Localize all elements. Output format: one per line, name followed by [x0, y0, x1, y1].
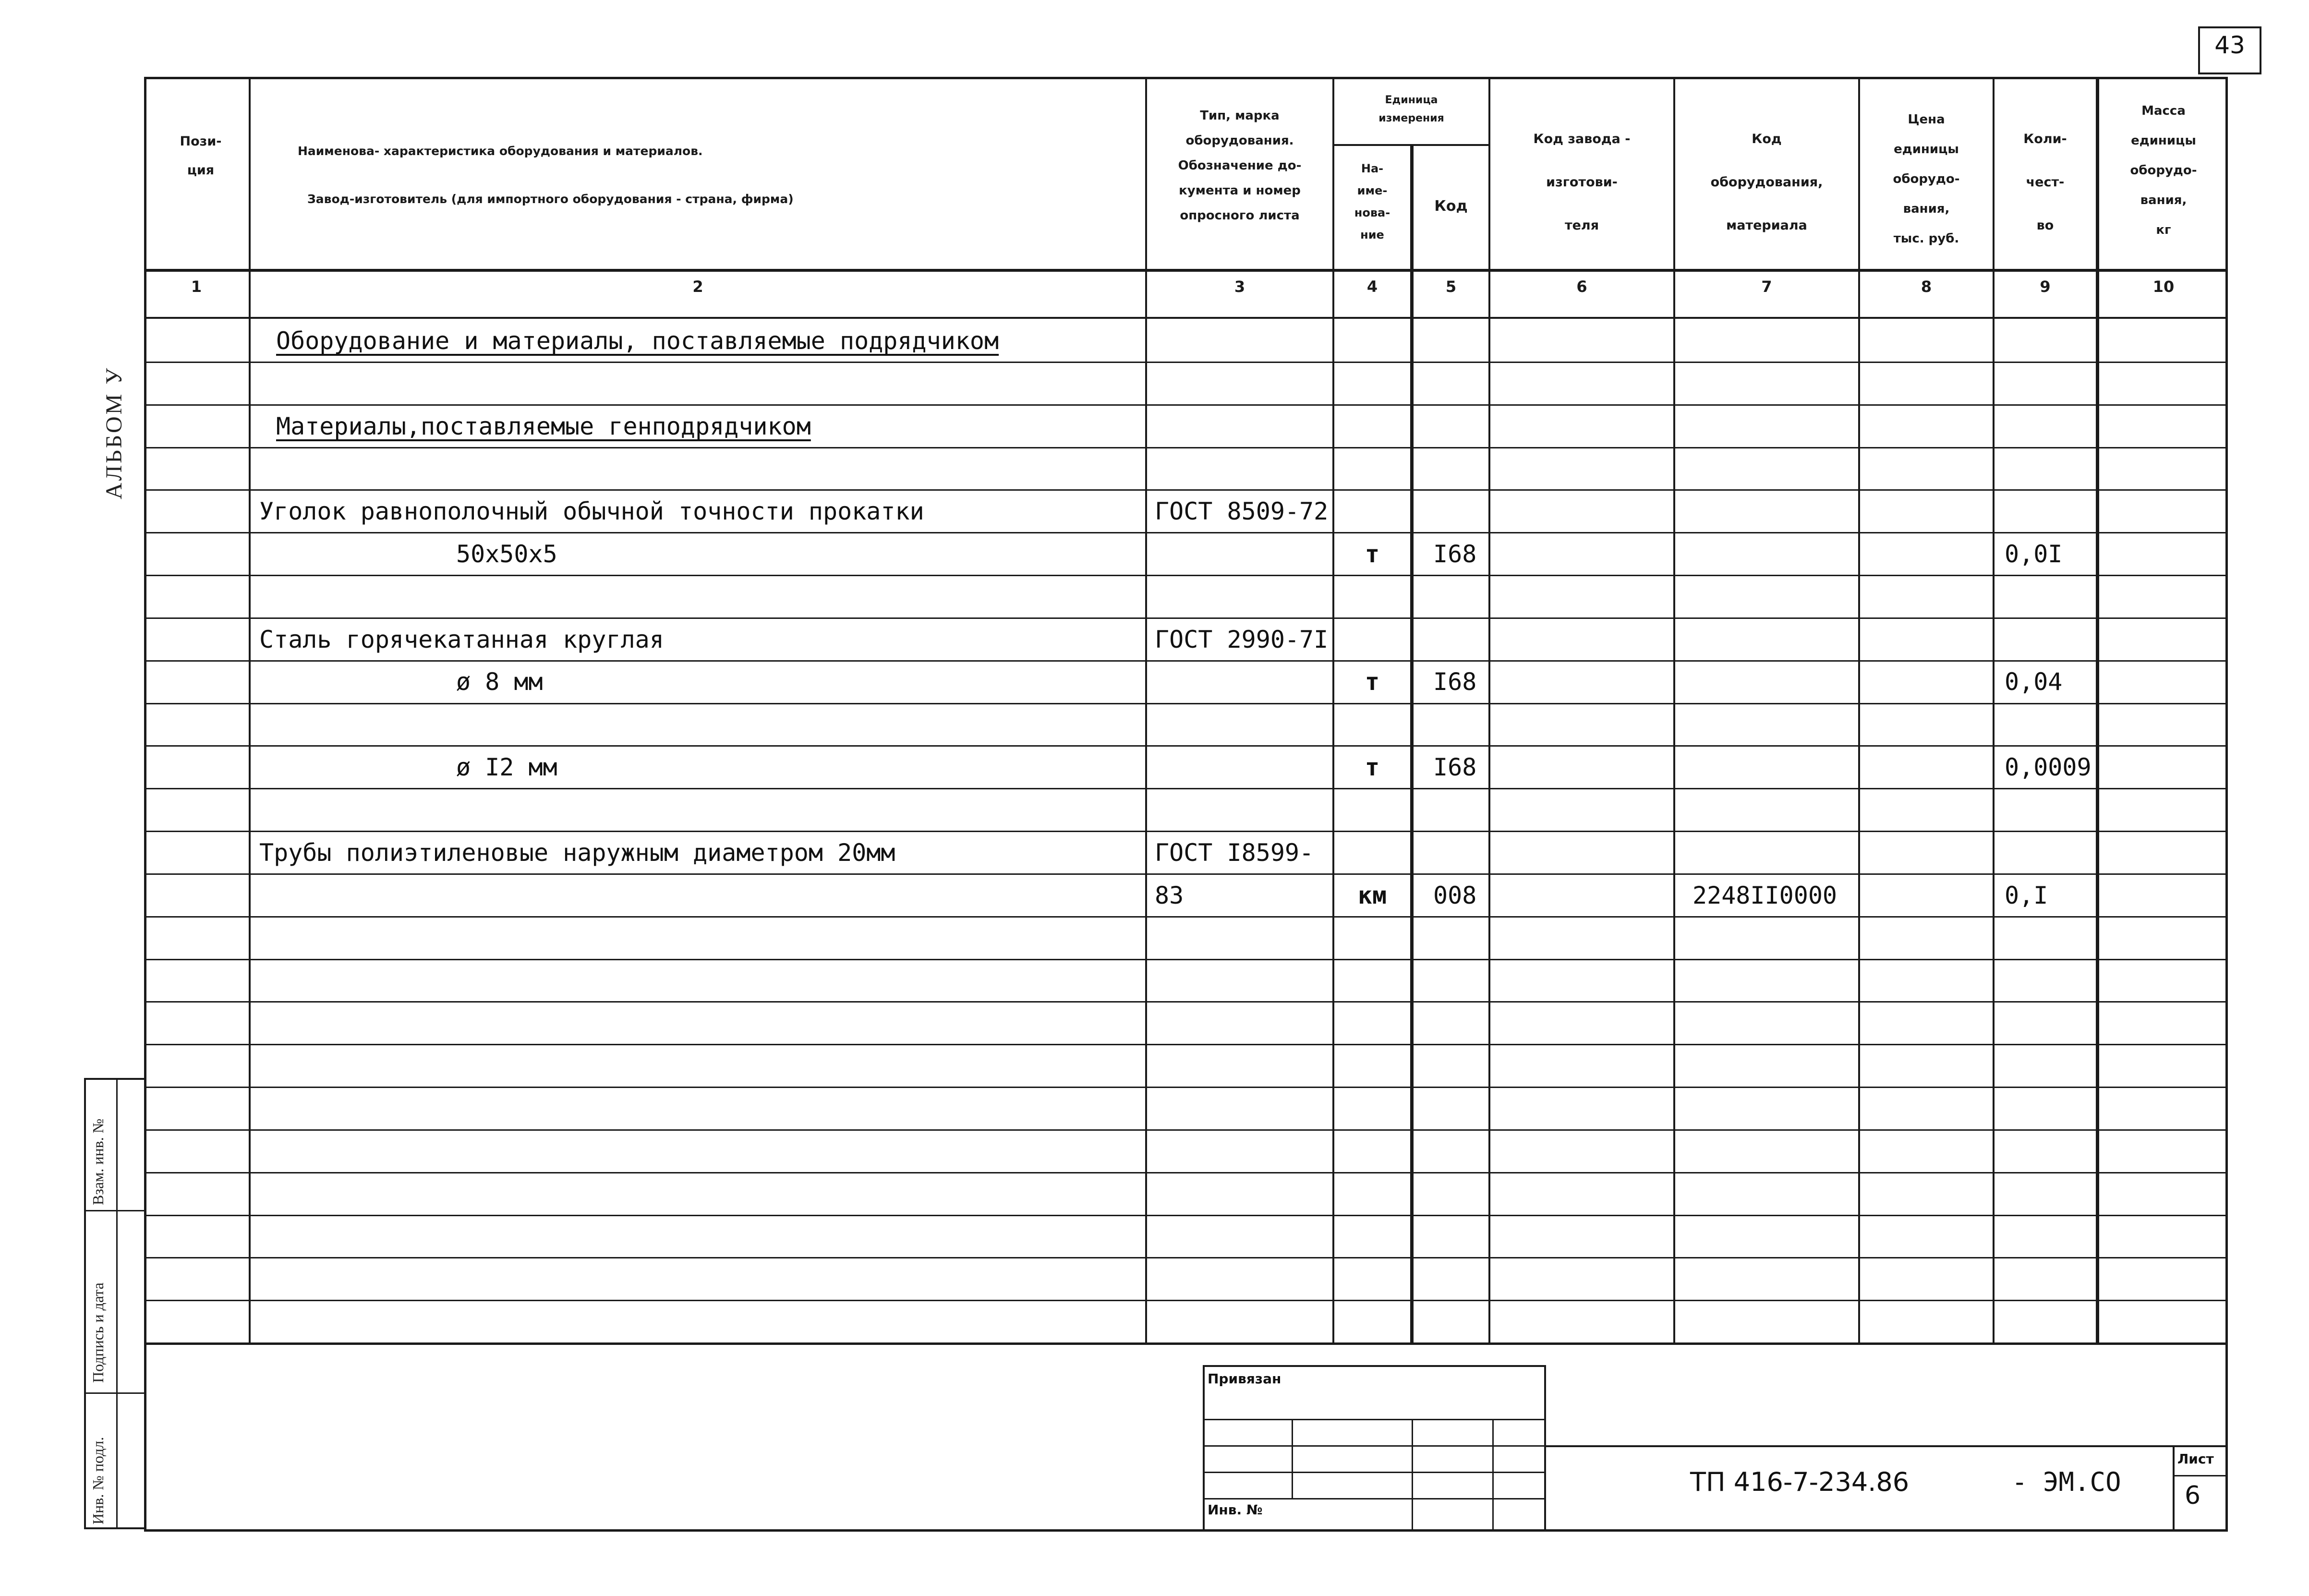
row-line [144, 532, 2228, 533]
col-line-5 [1488, 77, 1490, 1342]
cell-c2: Трубы полиэтиленовые наружным диаметром 20мм [259, 839, 895, 867]
row-line [144, 916, 2228, 918]
col-line-1 [249, 77, 251, 1342]
numbers-bottom [144, 317, 2228, 319]
cell-c2: ø 8 мм [456, 668, 543, 696]
num-5: 5 [1445, 278, 1457, 296]
row-line [144, 575, 2228, 576]
row-line [144, 404, 2228, 406]
cell-c4: т [1365, 753, 1380, 781]
num-10: 10 [2152, 278, 2175, 296]
inv-no-label: Инв. № [1208, 1502, 1263, 1518]
header-bottom [144, 269, 2228, 272]
col-line-9 [2096, 77, 2099, 1342]
num-8: 8 [1921, 278, 1932, 296]
row-line [144, 703, 2228, 704]
cell-c2: Уголок равнополочный обычной точности прокатки [259, 497, 924, 525]
col-line-7 [1858, 77, 1860, 1342]
col-line-8 [1993, 77, 1995, 1342]
tb-v3 [1492, 1419, 1494, 1532]
tb-h1 [1203, 1419, 1546, 1420]
row-line [144, 959, 2228, 960]
cell-c2: Материалы,поставляемые генподрядчиком [276, 412, 811, 440]
page-number: 43 [2214, 31, 2245, 59]
h-c7: Код оборудования, материала [1710, 132, 1823, 233]
cell-c5: I68 [1433, 668, 1477, 696]
cell-c3: 83 [1155, 882, 1184, 909]
tb-h3 [1203, 1472, 1546, 1473]
row-line [144, 1257, 2228, 1258]
row-line [144, 873, 2228, 875]
side-stamp-div-1 [84, 1210, 146, 1211]
sheet-box-div [2173, 1475, 2228, 1476]
sheet-label: Лист [2177, 1451, 2214, 1467]
cell-c2: Сталь горячекатанная круглая [259, 626, 664, 653]
h-c1: Пози- ция [180, 134, 222, 178]
cell-c2: 50х50х5 [456, 540, 557, 568]
tb-h4 [1203, 1498, 1546, 1499]
tb-v1 [1292, 1419, 1293, 1498]
h-c9: Коли- чест- во [2023, 132, 2067, 233]
col-line-6 [1673, 77, 1675, 1342]
cell-c5: I68 [1433, 540, 1477, 568]
row-line [144, 831, 2228, 832]
num-4: 4 [1366, 278, 1378, 296]
row-line [144, 745, 2228, 747]
doc-code: ТП 416-7-234.86 [1690, 1467, 1910, 1497]
tb-v2 [1412, 1419, 1413, 1532]
h-c5: Код [1434, 198, 1468, 215]
row-line [144, 1300, 2228, 1301]
cell-c3: ГОСТ 2990-7I [1155, 626, 1329, 653]
cell-c5: I68 [1433, 753, 1477, 781]
cell-c2: Оборудование и материалы, поставляемые подрядчиком [276, 327, 999, 355]
h-c2: Наименова- характеристика оборудования и материалов. Завод-изготовитель (для импортного оборудования - страна, фирма) [298, 144, 794, 206]
row-line [144, 1044, 2228, 1045]
row-line [144, 660, 2228, 662]
h-c8: Цена единицы оборудо- вания, тыс. руб. [1893, 112, 1960, 246]
side-vzam-inv: Взам. инв. № [89, 1118, 107, 1205]
row-line [144, 489, 2228, 491]
col-line-2 [1145, 77, 1147, 1342]
row-line [144, 447, 2228, 448]
cell-c3: ГОСТ I8599- [1155, 839, 1314, 867]
cell-c5: 008 [1433, 882, 1477, 909]
row-line [144, 1001, 2228, 1003]
h-unit-group: Единица измерения [1378, 94, 1444, 124]
num-1: 1 [191, 278, 202, 296]
row-line [144, 1129, 2228, 1131]
side-podpis-data: Подпись и дата [89, 1282, 107, 1383]
h-c4: На- име- нова- ние [1354, 162, 1390, 242]
row-line [144, 788, 2228, 789]
album-label: АЛЬБОМ У [101, 366, 127, 499]
num-3: 3 [1234, 278, 1245, 296]
side-stamp-vdiv [116, 1078, 118, 1529]
cell-c4: т [1365, 668, 1380, 696]
cell-c9: 0,0009 [2005, 753, 2091, 781]
side-stamp-div-2 [84, 1392, 146, 1394]
side-inv-no-podl: Инв. № подл. [89, 1437, 107, 1524]
num-2: 2 [692, 278, 703, 296]
table-bottom [144, 1342, 2228, 1345]
cell-c9: 0,0I [2005, 540, 2063, 568]
cell-c3: ГОСТ 8509-72 [1155, 497, 1329, 525]
num-9: 9 [2040, 278, 2051, 296]
row-line [144, 362, 2228, 363]
num-6: 6 [1576, 278, 1587, 296]
cell-c4: км [1357, 882, 1387, 909]
cell-c7: 2248II0000 [1692, 882, 1838, 909]
privyazan-label: Привязан [1208, 1371, 1281, 1387]
sheet-value: 6 [2185, 1481, 2201, 1510]
cell-c9: 0,04 [2005, 668, 2063, 696]
tb-h2 [1203, 1445, 1546, 1447]
cell-c2: ø I2 мм [456, 753, 557, 781]
row-line [144, 617, 2228, 619]
col-line-4 [1410, 144, 1414, 1342]
h-c6: Код завода - изготови- теля [1533, 132, 1631, 233]
row-line [144, 1087, 2228, 1088]
h-c10: Масса единицы оборудо- вания, кг [2130, 104, 2197, 237]
col-line-3 [1332, 77, 1334, 1342]
doc-suffix: - ЭМ.СО [2012, 1467, 2121, 1497]
h-c3: Тип, марка оборудования. Обозначение до- кумента и номер опросного листа [1178, 109, 1302, 223]
num-7: 7 [1761, 278, 1772, 296]
row-line [144, 1215, 2228, 1216]
row-line [144, 1172, 2228, 1173]
cell-c4: т [1365, 540, 1380, 568]
unit-group-line [1332, 144, 1488, 146]
cell-c9: 0,I [2005, 882, 2048, 909]
stamp-top [1546, 1445, 2228, 1447]
